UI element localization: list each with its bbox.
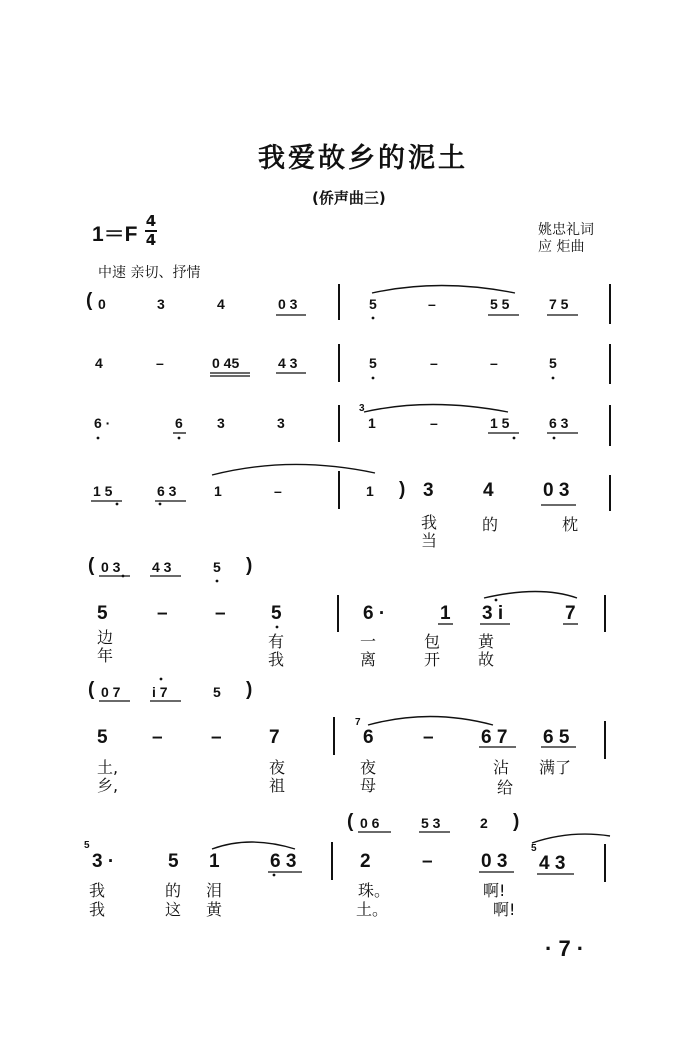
lyric-r10b-3: 土。: [356, 900, 389, 919]
lyric-r8b-0: 乡,: [97, 776, 119, 795]
lyric-r8b-3: 给: [497, 778, 514, 797]
lyric-r6a-4: 黄: [478, 632, 495, 651]
lyric-r4a-2: 枕: [562, 515, 579, 534]
note-r6-1: –: [157, 603, 168, 624]
note-r10-3: 6 3: [270, 851, 297, 872]
note-r4-0: 1 5: [93, 483, 113, 499]
note-r4-6: 3: [423, 480, 434, 501]
note-r8-4: 6: [363, 727, 374, 748]
note-r8-1: –: [152, 727, 163, 748]
note-r1-6: –: [428, 296, 436, 312]
note-r8-3: 7: [269, 727, 280, 748]
note-r2-1: –: [156, 355, 164, 371]
lyric-r10b-1: 这: [165, 900, 182, 919]
barlines: [332, 284, 610, 882]
note-r2-4: 5: [369, 355, 377, 371]
note-r1-2: 3: [157, 296, 165, 312]
lyric-r6a-0: 边: [97, 628, 114, 647]
lyric-r4a-0: 我: [421, 513, 438, 532]
note-r10-7: 4 3: [539, 853, 566, 874]
note-r6-6: 3 i: [482, 603, 504, 624]
lyricist-credit: 姚忠礼词: [538, 222, 594, 238]
note-r3-6: 1 5: [490, 415, 510, 431]
note-r4-5: ): [399, 479, 406, 500]
lyric-r6a-2: 一: [360, 632, 377, 651]
note-r10-2: 1: [209, 851, 220, 872]
lyric-r4a-1: 的: [482, 515, 499, 534]
lyric-r10a-3: 珠。: [358, 881, 391, 900]
note-r2-2: 0 45: [212, 355, 240, 371]
note-r10-5: –: [422, 851, 433, 872]
song-subtitle: (侨声曲三): [312, 189, 386, 207]
note-r9-1: 0 6: [360, 815, 380, 831]
note-r6-7: 7: [565, 603, 576, 624]
note-r3-2: 3: [217, 415, 225, 431]
lyric-r10a-0: 我: [89, 881, 106, 900]
lyric-r4b-0: 当: [421, 531, 438, 550]
lyric-r8a-4: 满了: [539, 758, 572, 777]
note-r6-5: 1: [440, 603, 451, 624]
grace-note-r3: 3: [359, 403, 365, 414]
slurs: [212, 286, 610, 850]
note-r1-0: (: [86, 290, 93, 311]
lyric-r8a-3: 沾: [493, 758, 510, 777]
lyric-r10b-4: 啊!: [493, 900, 516, 919]
composer-credit: 应 炬曲: [538, 239, 585, 255]
note-r7-1: 0 7: [101, 684, 121, 700]
note-r3-3: 3: [277, 415, 285, 431]
lyric-r6b-3: 开: [424, 650, 441, 669]
tempo-marking: 中速 亲切、抒情: [98, 265, 201, 281]
note-r9-3: 2: [480, 815, 488, 831]
note-r7-3: 5: [213, 684, 221, 700]
note-r7-2: i 7: [152, 684, 168, 700]
song-title: 我爱故乡的泥土: [258, 143, 468, 174]
note-r6-2: –: [215, 603, 226, 624]
note-r10-1: 5: [168, 851, 179, 872]
note-r6-3: 5: [271, 603, 282, 624]
time-signature-top: 4: [145, 212, 157, 230]
note-r8-6: 6 7: [481, 727, 508, 748]
note-r10-0: 3 ·: [92, 851, 115, 872]
note-r1-7: 5 5: [490, 296, 510, 312]
lyric-r6b-1: 我: [268, 650, 285, 669]
lyric-r10a-2: 泪: [206, 881, 223, 900]
note-r1-1: 0: [98, 296, 106, 312]
note-r3-4: 1: [368, 415, 376, 431]
lyric-r6b-0: 年: [97, 646, 114, 665]
note-r2-0: 4: [95, 355, 103, 371]
page-number: · 7 ·: [545, 936, 585, 961]
lyric-r8a-1: 夜: [269, 758, 286, 777]
lyric-r6a-3: 包: [424, 632, 441, 651]
lyric-r8a-2: 夜: [360, 758, 377, 777]
note-r2-5: –: [430, 355, 438, 371]
note-r3-1: 6: [175, 415, 183, 431]
note-r2-7: 5: [549, 355, 557, 371]
grace-note-r10a: 5: [84, 840, 90, 851]
note-r5-0: (: [88, 555, 95, 576]
lyric-r10b-2: 黄: [206, 900, 223, 919]
note-r5-3: 5: [213, 559, 221, 575]
note-r5-1: 0 3: [101, 559, 121, 575]
note-r8-7: 6 5: [543, 727, 570, 748]
lyric-r6a-1: 有: [268, 632, 285, 651]
lyric-r10a-4: 啊!: [483, 881, 506, 900]
note-r7-4: ): [246, 679, 253, 700]
note-r8-0: 5: [97, 727, 108, 748]
note-r4-7: 4: [483, 480, 494, 501]
note-r3-5: –: [430, 415, 438, 431]
lyric-r8b-2: 母: [360, 776, 377, 795]
note-r10-6: 0 3: [481, 851, 508, 872]
note-r3-7: 6 3: [549, 415, 569, 431]
grace-note-r8: 7: [355, 717, 361, 728]
note-r2-3: 4 3: [278, 355, 298, 371]
note-r9-0: (: [347, 811, 354, 832]
grace-note-r10b: 5: [531, 843, 537, 854]
lyric-r8b-1: 祖: [269, 776, 286, 795]
note-r5-2: 4 3: [152, 559, 172, 575]
lyric-r10b-0: 我: [89, 900, 106, 919]
note-r4-8: 0 3: [543, 480, 570, 501]
note-r4-4: 1: [366, 483, 374, 499]
note-r1-4: 0 3: [278, 296, 298, 312]
lyric-r6b-2: 离: [360, 650, 377, 669]
lyric-r8a-0: 土,: [97, 758, 119, 777]
note-r9-2: 5 3: [421, 815, 441, 831]
note-r1-3: 4: [217, 296, 225, 312]
lyric-r6b-4: 故: [478, 650, 495, 669]
note-r8-2: –: [211, 727, 222, 748]
time-signature-bottom: 4: [145, 231, 157, 249]
note-r6-0: 5: [97, 603, 108, 624]
note-r3-0: 6 ·: [94, 415, 111, 431]
note-r7-0: (: [88, 679, 95, 700]
note-r1-5: 5: [369, 296, 377, 312]
note-r4-1: 6 3: [157, 483, 177, 499]
note-r10-4: 2: [360, 851, 371, 872]
note-r9-4: ): [513, 811, 520, 832]
note-r5-4: ): [246, 555, 253, 576]
note-r2-6: –: [490, 355, 498, 371]
note-r4-2: 1: [214, 483, 222, 499]
lyric-r10a-1: 的: [165, 881, 182, 900]
note-r6-4: 6 ·: [363, 603, 386, 624]
note-r4-3: –: [274, 483, 282, 499]
note-r8-5: –: [423, 727, 434, 748]
note-r1-8: 7 5: [549, 296, 569, 312]
octave-dots: [97, 317, 556, 877]
key-signature: 1＝F: [92, 223, 138, 246]
